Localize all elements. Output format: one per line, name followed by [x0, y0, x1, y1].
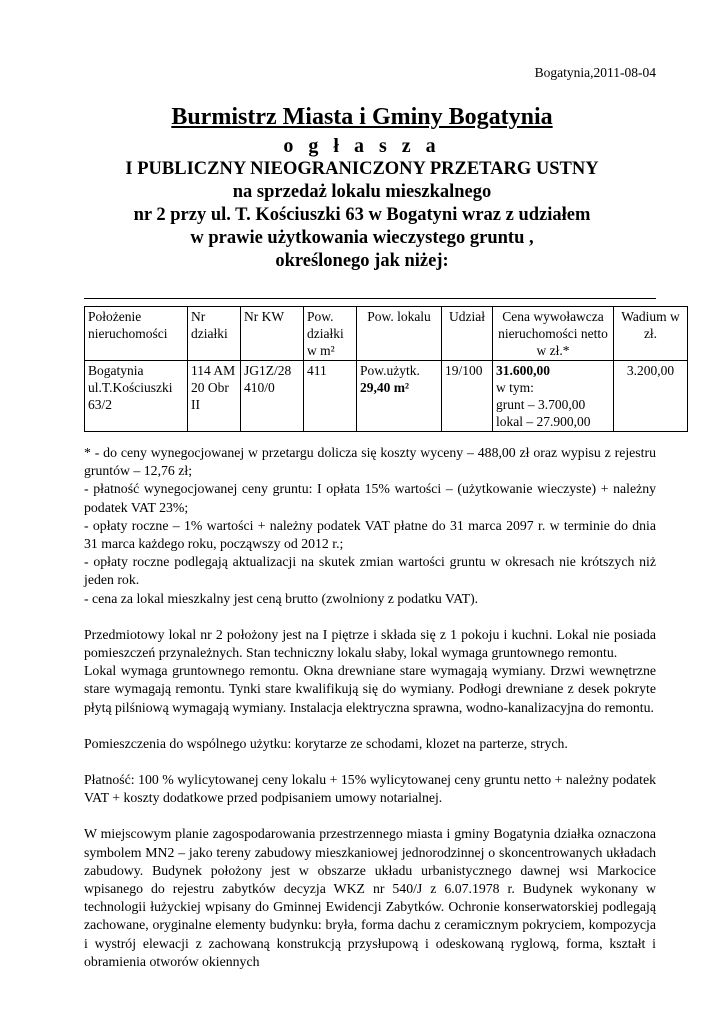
cell-share: 19/100 — [442, 361, 493, 432]
header-plot-no: Nr działki — [188, 307, 241, 361]
unit-area-value: 29,40 m² — [360, 380, 410, 395]
tender-subject-3: w prawie użytkowania wieczystego gruntu , — [190, 228, 534, 248]
price-incl: w tym: — [496, 380, 534, 395]
paragraph-description-2: Lokal wymaga gruntownego remontu. Okna drewniane stare wymagają wymiany. Drzwi wewnętrzne stare wymagają remontu. Tynki stare kwalifikują się do wymiany. Podłogi drewniane z desek pokryte płytą pilśniową wymagają wymiany. Instalacja elektryczna sprawna, wodno-kanalizacyjna do remontu. — [84, 663, 656, 715]
note-land-payment: - płatność wynegocjowanej ceny gruntu: I opłata 15% wartości – (użytkowanie wieczyste) + należny podatek VAT 23%; — [84, 481, 656, 515]
tender-subject-2: nr 2 przy ul. T. Kościuszki 63 w Bogatyni wraz z udziałem — [133, 205, 591, 225]
paragraph-payment: Płatność: 100 % wylicytowanej ceny lokalu + 15% wylicytowanej ceny gruntu netto + należny podatek VAT + koszty dodatkowe przed podpisaniem umowy notarialnej. — [84, 772, 656, 806]
tender-type: I PUBLICZNY NIEOGRANICZONY PRZETARG USTNY — [125, 159, 599, 179]
cell-unit-area — [357, 361, 442, 432]
cell-kw-no: JG1Z/28 410/0 — [241, 361, 304, 432]
tender-subject-1: na sprzedaż lokalu mieszkalnego — [232, 182, 492, 202]
price-total: 31.600,00 — [496, 363, 550, 378]
paragraph-planning: W miejscowym planie zagospodarowania przestrzennego miasta i gminy Bogatynia działka oznaczona symbolem MN2 – jako tereny zabudowy mieszkaniowej jednorodzinnej o skoncentrowanych układach zabudowy. Budynek położony jest w obszarze układu urbanistycznego dawnej wsi Markocice wpisanego do rejestru zabytków decyzja WKZ nr 540/J z 6.07.1978 r. Budynek wykonany w technologii łużyckiej wpisany do Gminnej Ewidencji Zabytków. Ochronie konserwatorskiej podlegają zachowane, oryginalne elementy budynku: bryła, forma dachu z ceramicznym pokryciem, kompozycja i wystrój elewacji z zachowaną konstrukcją przysłupową i odeskowaną ryglową, forma, kształt i obramienia otworów okiennych — [84, 826, 656, 969]
header-deposit: Wadium w zł. — [614, 307, 688, 361]
property-table — [84, 306, 688, 432]
divider — [84, 298, 656, 299]
document-date: Bogatynia,2011-08-04 — [534, 65, 656, 80]
unit-area-label: Pow.użytk. — [360, 363, 420, 378]
announcement-header — [70, 100, 654, 273]
note-annual-fees: - opłaty roczne – 1% wartości + należny podatek VAT płatne do 31 marca 2097 r. w terminie do dnia 31 marca każdego roku, począwszy od 2012 r.; — [84, 517, 656, 552]
header-location: Położenie nieruchomości — [85, 307, 188, 361]
tender-subject-4: określonego jak niżej: — [275, 251, 449, 271]
issuer-title: Burmistrz Miasta i Gminy Bogatynia — [171, 104, 553, 130]
paragraph-common: Pomieszczenia do wspólnego użytku: korytarze ze schodami, klozet na parterze, strych. — [84, 735, 568, 751]
document-body — [84, 444, 656, 971]
header-plot-area: Pow. działki w m² — [304, 307, 357, 361]
note-gross-price: - cena za lokal mieszkalny jest ceną brutto (zwolniony z podatku VAT). — [84, 590, 479, 606]
price-unit: lokal – 27.900,00 — [496, 414, 591, 429]
announces-word: o g ł a s z a — [283, 135, 441, 157]
header-share: Udział — [442, 307, 493, 361]
cell-location: Bogatynia ul.T.Kościuszki 63/2 — [85, 361, 188, 432]
cell-price — [493, 361, 614, 432]
paragraph-description-1: Przedmiotowy lokal nr 2 położony jest na I piętrze i składa się z 1 pokoju i kuchni. Lokal nie posiada pomieszczeń przynależnych. Stan techniczny lokalu słaby, lokal wymaga gruntownego remontu. — [84, 626, 656, 661]
cell-deposit: 3.200,00 — [614, 361, 688, 432]
price-land: grunt – 3.700,00 — [496, 397, 586, 412]
header-unit-area: Pow. lokalu — [357, 307, 442, 361]
note-fees: * - do ceny wynegocjowanej w przetargu dolicza się koszty wyceny – 488,00 zł oraz wypisu z rejestru gruntów – 12,76 zł; — [84, 445, 656, 479]
header-kw-no: Nr KW — [241, 307, 304, 361]
header-price: Cena wywoławcza nieruchomości netto w zł.* — [493, 307, 614, 361]
cell-plot-area: 411 — [304, 361, 357, 432]
note-fee-updates: - opłaty roczne podlegają aktualizacji na skutek zmian wartości gruntu w okresach nie krótszych niż jeden rok. — [84, 554, 656, 588]
table-row — [85, 361, 688, 432]
table-header-row — [85, 307, 688, 361]
cell-plot-no: 114 AM 20 Obr II — [188, 361, 241, 432]
